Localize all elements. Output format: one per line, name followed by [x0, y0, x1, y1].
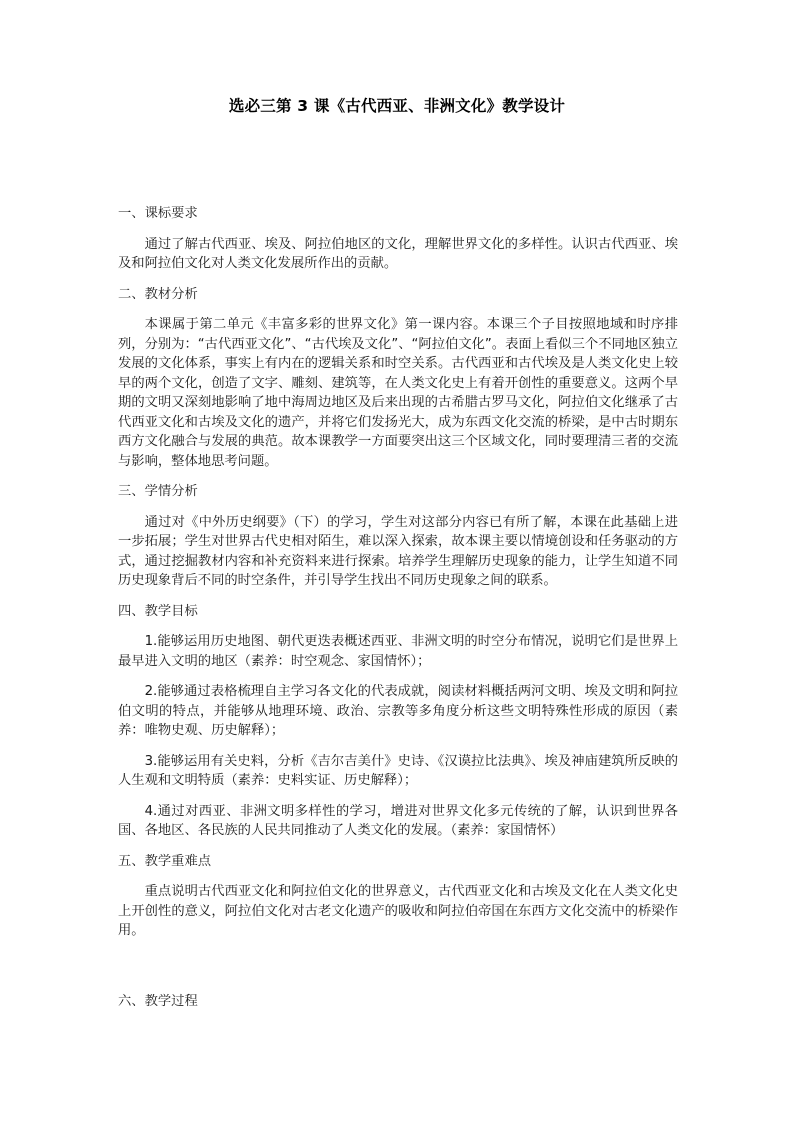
teaching-goal-4: 4.通过对西亚、非洲文明多样性的学习，增进对世界文化多元传统的了解，认识到世界各国、各地区、各民族的人民共同推动了人类文化的发展。（素养：家国情怀） — [118, 803, 678, 838]
section-spacer — [118, 952, 678, 992]
document-body — [118, 204, 678, 1022]
section-heading-student-analysis: 三、学情分析 — [118, 484, 198, 499]
paragraph-student-analysis: 通过对《中外历史纲要》（下）的学习，学生对这部分内容已有所了解，本课在此基础上进一步拓展；学生对世界古代史相对陌生，难以深入探索，故本课主要以情境创设和任务驱动的方式，通过挖掘教材内容和补充资料来进行探索。培养学生理解历史现象的能力，让学生知道不同历史现象背后不同的时空条件，并引导学生找出不同历史现象之间的联系。 — [118, 514, 678, 588]
paragraph-curriculum: 通过了解古代西亚、埃及、阿拉伯地区的文化，理解世界文化的多样性。认识古代西亚、埃及和阿拉伯文化对人类文化发展所作出的贡献。 — [118, 236, 678, 271]
teaching-goal-1: 1.能够运用历史地图、朝代更迭表概述西亚、非洲文明的时空分布情况，说明它们是世界上最早进入文明的地区（素养：时空观念、家国情怀）； — [118, 634, 678, 669]
paragraph-textbook-analysis: 本课属于第二单元《丰富多彩的世界文化》第一课内容。本课三个子目按照地域和时序排列，分别为：“古代西亚文化”、“古代埃及文化”、“阿拉伯文化”。表面上看似三个不同地区独立发展的文化体系，事实上有内在的逻辑关系和时空关系。古代西亚和古代埃及是人类文化史上较早的两个文化，创造了文字、雕刻、建筑等，在人类文化史上有着开创性的重要意义。这两个早期的文明又深刻地影响了地中海周边地区及后来出现的古希腊古罗马文化，阿拉伯文化继承了古代西亚文化和古埃及文化的遗产，并将它们发扬光大，成为东西文化交流的桥梁，是中古时期东西方文化融合与发展的典范。故本课教学一方面要突出这三个区域文化，同时要理清三者的交流与影响，整体地思考问题。 — [118, 317, 678, 469]
teaching-goal-3: 3.能够运用有关史料，分析《吉尔吉美什》史诗、《汉谟拉比法典》、埃及神庙建筑所反映的人生观和文明特质（素养：史料实证、历史解释）； — [118, 753, 678, 788]
document-title: 选必三第 3 课《古代西亚、非洲文化》教学设计 — [228, 97, 566, 115]
paragraph-key-points: 重点说明古代西亚文化和阿拉伯文化的世界意义，古代西亚文化和古埃及文化在人类文化史上开创性的意义，阿拉伯文化对古老文化遗产的吸收和阿拉伯帝国在东西方文化交流中的桥梁作用。 — [118, 884, 678, 938]
section-heading-teaching-process: 六、教学过程 — [118, 993, 198, 1009]
section-heading-curriculum: 一、课标要求 — [118, 206, 198, 221]
section-heading-teaching-goals: 四、教学目标 — [118, 603, 198, 619]
section-heading-textbook-analysis: 二、教材分析 — [118, 286, 198, 302]
teaching-goal-2: 2.能够通过表格梳理自主学习各文化的代表成就，阅读材料概括两河文明、埃及文明和阿拉伯文明的特点，并能够从地理环境、政治、宗教等多角度分析这些文明特殊性形成的原因（素养：唯物史观、历史解释）； — [118, 684, 678, 738]
section-heading-key-points: 五、教学重难点 — [118, 853, 212, 869]
